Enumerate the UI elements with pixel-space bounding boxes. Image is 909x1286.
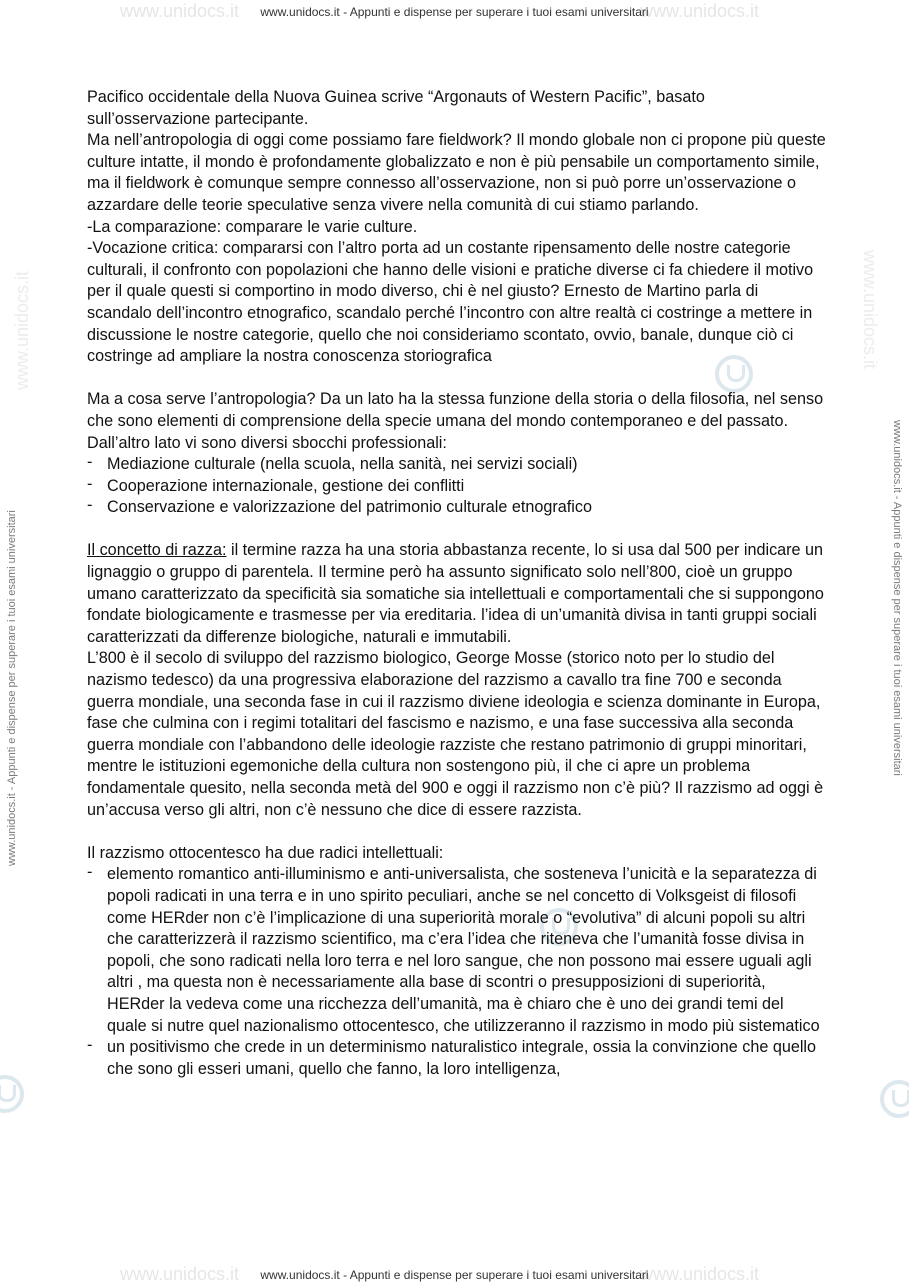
racism-roots-list <box>87 864 827 1080</box>
header-watermark <box>0 1 909 21</box>
footer-ghost-right: www.unidocs.it <box>640 1264 760 1284</box>
unidocs-logo-icon <box>0 1075 24 1113</box>
header-watermark-text: www.unidocs.it - Appunti e dispense per superare i tuoi esami universitari <box>260 5 649 19</box>
paragraph: Ma a cosa serve l’antropologia? Da un lato ha la stessa funzione della storia o della filosofia, nel senso che sono elementi di comprensione della specie umana del mondo contemporaneo e del passato. Dall’altro lato vi sono diversi sbocchi professionali: <box>87 390 824 452</box>
paragraph: Ma nell’antropologia di oggi come possiamo fare fieldwork? Il mondo globale non ci propone più queste culture intatte, il mondo è profondamente globalizzato e non è più pensabile un comportamento simile, ma il fieldwork è comunque sempre connesso all’osservazione, non si può porre un’osservazione o azzardare delle teorie speculative senza vivere nella comunità di cui stiamo parlando. <box>87 131 826 214</box>
list-item: - Cooperazione internazionale, gestione dei conflitti <box>87 476 827 498</box>
right-ghost-watermark: www.unidocs.it <box>860 250 880 370</box>
paragraph-gap <box>87 821 827 843</box>
left-side-watermark: www.unidocs.it - Appunti e dispense per superare i tuoi esami universitari <box>6 510 18 866</box>
paragraph-gap <box>87 368 827 390</box>
list-item: - Conservazione e valorizzazione del patrimonio culturale etnografico <box>87 497 827 519</box>
unidocs-logo-icon <box>880 1080 909 1118</box>
paragraph-text: il termine razza ha una storia abbastanza recente, lo si usa dal 500 per indicare un lignaggio o gruppo di parentela. Il termine però ha assunto significato solo nell’800, cioè un gruppo umano caratterizzato da specificità sia somatiche sia intellettuali e comportamentali che si suppongono fondate biologicamente e trasmesse per via ereditaria. l’idea di un’umanità divisa in tanti gruppi sociali caratterizzati da differenze biologiche, naturali e immutabili. <box>87 541 824 646</box>
paragraph: -Vocazione critica: compararsi con l’altro porta ad un costante ripensamento delle nostre categorie culturali, il confronto con popolazioni che hanno delle visioni e pratiche diverse ci fa chiedere il motivo per il quale questi si comportino in modo diverso, chi è nel giusto? Ernesto de Martino parla di scandalo dell’incontro etnografico, scandalo perché l’incontro con altre realtà ci costringe a mettere in discussione le nostre categorie, quello che noi consideriamo scontato, ovvio, banale, dunque ciò ci costringe ad ampliare la nostra conoscenza storiografica <box>87 239 814 366</box>
section-heading: Il concetto di razza: <box>87 541 227 560</box>
header-ghost-right: www.unidocs.it <box>640 1 760 21</box>
paragraph-gap <box>87 519 827 541</box>
professional-outlets-list <box>87 454 827 519</box>
paragraph: Pacifico occidentale della Nuova Guinea scrive “Argonauts of Western Pacific”, basato sull’osservazione partecipante. <box>87 88 705 128</box>
list-item: - Mediazione culturale (nella scuola, nella sanità, nei servizi sociali) <box>87 454 827 476</box>
paragraph <box>87 540 827 648</box>
paragraph: L’800 è il secolo di sviluppo del razzismo biologico, George Mosse (storico noto per lo studio del nazismo tedesco) da una progressiva elaborazione del razzismo a cavallo tra fine 700 e seconda guerra mondiale, una seconda fase in cui il razzismo diviene ideologia e scienza dominante in Europa, fase che culmina con i regimi totalitari del fascismo e nazismo, e una fase successiva alla seconda guerra mondiale con l’abbandono delle ideologie razziste che restano patrimonio di gruppi minoritari, mentre le istituzioni egemoniche della cultura non sostengono più, il che ci apre un problema fondamentale quesito, nella seconda metà del 900 e oggi il razzismo non c’è più? Il razzismo ad oggi è un’accusa verso gli altri, non c’è nessuno che dice di essere razzista. <box>87 649 824 819</box>
footer-watermark-text: www.unidocs.it - Appunti e dispense per superare i tuoi esami universitari <box>260 1268 649 1282</box>
list-item: - un positivismo che crede in un determinismo naturalistico integrale, ossia la convinzione che quello che sono gli esseri umani, quello che fanno, la loro intelligenza, <box>87 1037 827 1080</box>
header-ghost-left: www.unidocs.it <box>120 1 240 21</box>
right-side-watermark: www.unidocs.it - Appunti e dispense per superare i tuoi esami universitari <box>891 420 903 776</box>
paragraph: Il razzismo ottocentesco ha due radici intellettuali: <box>87 843 444 862</box>
paragraph: -La comparazione: comparare le varie culture. <box>87 217 418 236</box>
footer-watermark <box>0 1264 909 1284</box>
list-item: - elemento romantico anti-illuminismo e anti-universalista, che sosteneva l’unicità e la separatezza di popoli radicati in una terra e in uno spirito peculiari, anche se nel concetto di Volksgeist di filosofi come HERder non c’è l’implicazione di una superiorità morale o “evolutiva” di alcuni popoli su altri che caratterizzerà il razzismo scientifico, ma c’era l’idea che riteneva che l’umanità fosse divisa in popoli, che sono radicati nella loro terra e nel loro sangue, che non possono mai essere uguali agli altri , ma questa non è necessariamente alla base di scontri o presupposizioni di superiorità, HERder la vedeva come una ricchezza dell’umanità, ma è chiaro che è uno dei grandi temi del quale si nutre quel nazionalismo ottocentesco, che utilizzeranno il razzismo in modo più sistematico <box>87 864 827 1037</box>
footer-ghost-left: www.unidocs.it <box>120 1264 240 1284</box>
document-body <box>87 87 827 1080</box>
left-ghost-watermark: www.unidocs.it <box>12 270 32 390</box>
